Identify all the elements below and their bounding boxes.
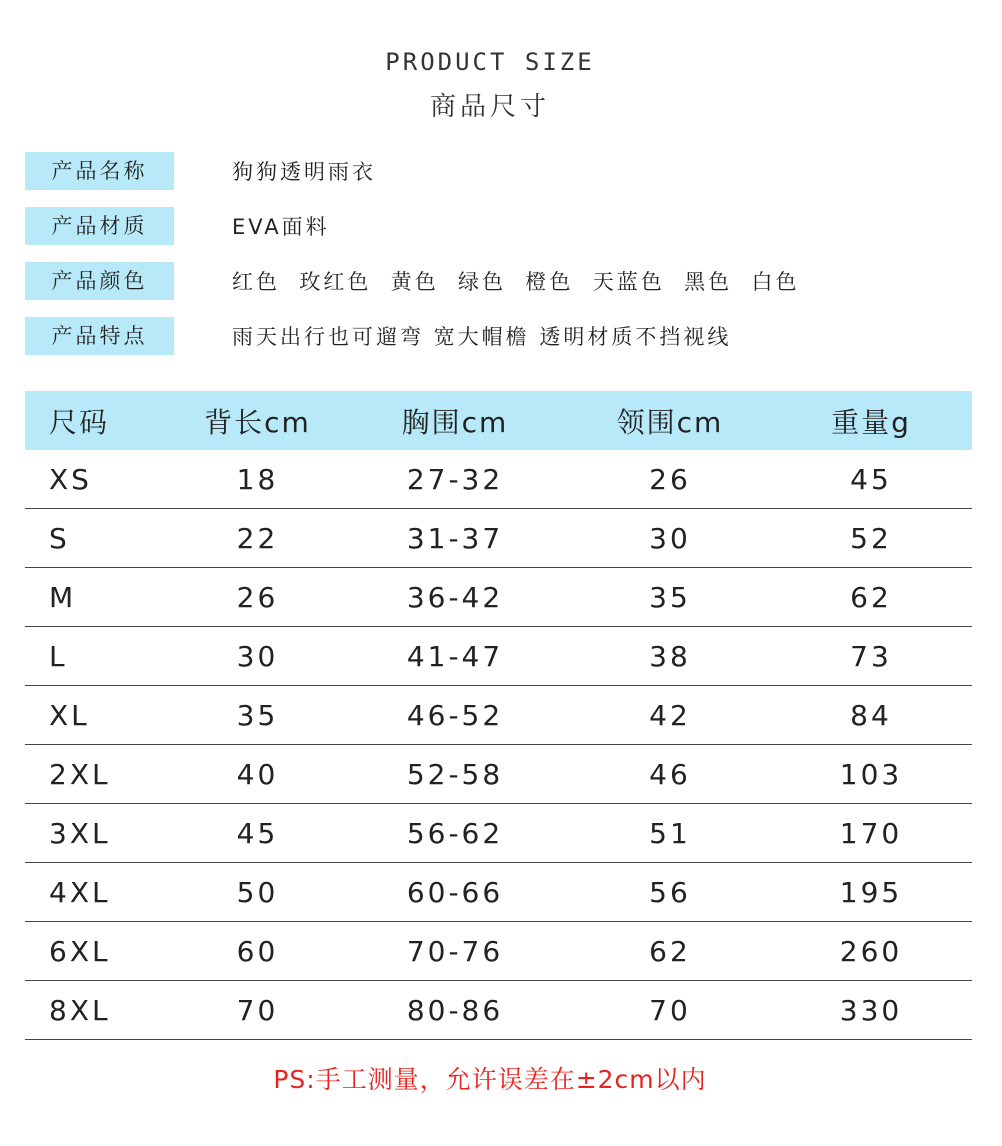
info-value: EVA面料: [232, 215, 330, 239]
info-row-material: [25, 207, 975, 245]
measurement-note: PS:手工测量，允许误差在±2cm以内: [273, 1065, 707, 1094]
weight-cell: 62: [770, 568, 972, 627]
neck-cell: 26: [570, 450, 770, 509]
neck-cell: 30: [570, 509, 770, 568]
neck-cell: 35: [570, 568, 770, 627]
weight-cell: 45: [770, 450, 972, 509]
neck-cell: 56: [570, 863, 770, 922]
size-cell: L: [25, 627, 175, 686]
neck-cell: 70: [570, 981, 770, 1040]
size-cell: S: [25, 509, 175, 568]
chest-cell: 36-42: [340, 568, 570, 627]
chest-cell: 46-52: [340, 686, 570, 745]
neck-cell: 42: [570, 686, 770, 745]
chest-cell: 52-58: [340, 745, 570, 804]
weight-cell: 170: [770, 804, 972, 863]
table-row: [25, 863, 972, 922]
chest-cell: 80-86: [340, 981, 570, 1040]
size-cell: M: [25, 568, 175, 627]
weight-cell: 52: [770, 509, 972, 568]
chest-cell: 27-32: [340, 450, 570, 509]
info-label: 产品颜色: [25, 262, 174, 300]
back-length-cell: 30: [175, 627, 340, 686]
column-header-back-length: 背长cm: [175, 391, 340, 450]
product-info: [25, 152, 975, 372]
info-label: 产品特点: [25, 317, 174, 355]
info-value: 红色 玫红色 黄色 绿色 橙色 天蓝色 黑色 白色: [232, 270, 800, 294]
neck-cell: 51: [570, 804, 770, 863]
page-title-zh: 商品尺寸: [429, 92, 550, 122]
back-length-cell: 50: [175, 863, 340, 922]
size-cell: 6XL: [25, 922, 175, 981]
chest-cell: 31-37: [340, 509, 570, 568]
table-row: [25, 509, 972, 568]
chest-cell: 70-76: [340, 922, 570, 981]
table-row: [25, 627, 972, 686]
column-header-weight: 重量g: [770, 391, 972, 450]
table-row: [25, 981, 972, 1040]
size-cell: XL: [25, 686, 175, 745]
neck-cell: 46: [570, 745, 770, 804]
info-value: 狗狗透明雨衣: [232, 160, 376, 184]
neck-cell: 62: [570, 922, 770, 981]
weight-cell: 73: [770, 627, 972, 686]
weight-cell: 103: [770, 745, 972, 804]
size-cell: XS: [25, 450, 175, 509]
size-table: [25, 391, 972, 1040]
column-header-size: 尺码: [25, 391, 175, 450]
neck-cell: 38: [570, 627, 770, 686]
chest-cell: 60-66: [340, 863, 570, 922]
weight-cell: 330: [770, 981, 972, 1040]
weight-cell: 84: [770, 686, 972, 745]
table-row: [25, 686, 972, 745]
back-length-cell: 45: [175, 804, 340, 863]
column-header-neck: 领围cm: [570, 391, 770, 450]
table-row: [25, 922, 972, 981]
size-cell: 2XL: [25, 745, 175, 804]
table-row: [25, 568, 972, 627]
chest-cell: 56-62: [340, 804, 570, 863]
table-row: [25, 450, 972, 509]
info-label: 产品名称: [25, 152, 174, 190]
page-title-en: PRODUCT SIZE: [385, 48, 595, 76]
back-length-cell: 40: [175, 745, 340, 804]
table-row: [25, 745, 972, 804]
back-length-cell: 60: [175, 922, 340, 981]
back-length-cell: 26: [175, 568, 340, 627]
info-label: 产品材质: [25, 207, 174, 245]
back-length-cell: 18: [175, 450, 340, 509]
table-header-row: [25, 391, 972, 450]
weight-cell: 195: [770, 863, 972, 922]
back-length-cell: 35: [175, 686, 340, 745]
size-cell: 3XL: [25, 804, 175, 863]
column-header-chest: 胸围cm: [340, 391, 570, 450]
chest-cell: 41-47: [340, 627, 570, 686]
info-row-features: [25, 317, 975, 355]
weight-cell: 260: [770, 922, 972, 981]
info-row-colors: [25, 262, 975, 300]
back-length-cell: 22: [175, 509, 340, 568]
size-cell: 8XL: [25, 981, 175, 1040]
table-row: [25, 804, 972, 863]
info-row-name: [25, 152, 975, 190]
info-value: 雨天出行也可遛弯 宽大帽檐 透明材质不挡视线: [232, 325, 732, 349]
back-length-cell: 70: [175, 981, 340, 1040]
size-cell: 4XL: [25, 863, 175, 922]
